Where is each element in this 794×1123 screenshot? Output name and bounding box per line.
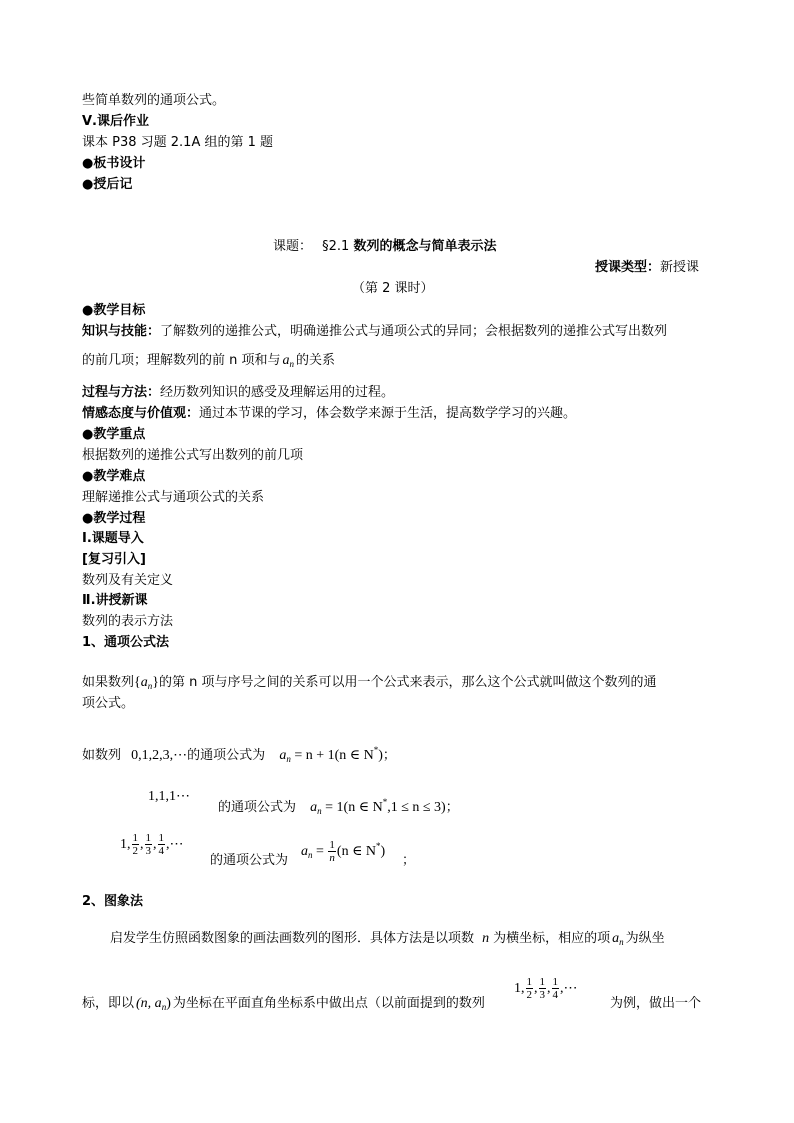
definition-text-b: 的第 n 项与序号之间的关系可以用一个公式来表示，那么这个公式就叫做这个数列的通 [158, 675, 657, 690]
definition-text-a: 如果数列 [82, 675, 135, 690]
graph-text-2c: 为例，做出一个 [610, 996, 702, 1011]
method-2-heading: 2、图象法 [82, 894, 144, 909]
graph-text-1a: 启发学生仿照函数图象的画法画数列的图形．具体方法是以项数 [110, 931, 475, 946]
graph-text-1b: 为横坐标，相应的项 [493, 931, 611, 946]
graph-line-2 [82, 995, 485, 1016]
difficulty-text: 理解递推公式与通项公式的关系 [82, 490, 265, 505]
lesson-type [595, 259, 699, 277]
graph-sequence: 1, $\frac{1}{2}$ , $\frac{1}{3}$ , $\frac{1}{4}$ ,⋯ [514, 976, 578, 1001]
example-2-line [218, 793, 459, 820]
knowledge-label: 知识与技能： [82, 324, 161, 339]
fraction-one-quarter: $\frac{1}{4}$ [158, 832, 164, 857]
definition-text-c: 项公式。 [82, 696, 135, 711]
knowledge-line-2 [82, 352, 335, 373]
example-3-semicolon: ； [402, 853, 416, 868]
example-1-formula: $a_n = n + 1(n$ ∈ N*) [279, 745, 383, 764]
example-3-formula: $a_n$ = $\frac{1}{n}$ (n ∈ N*) [301, 839, 386, 864]
lesson-title-main: 数列的概念与简单表示法 [353, 239, 497, 254]
example-3-sequence: 1, $\frac{1}{2}$ , $\frac{1}{3}$ , $\frac{1}{4}$ ,⋯ [120, 832, 184, 857]
section-2-heading: Ⅱ.讲授新课 [82, 593, 148, 608]
lesson-type-value: 新授课 [660, 260, 700, 275]
knowledge-text-2b: 的关系 [296, 353, 336, 368]
example-2-formula: $a_n = 1(n$ ∈ N*,1 ≤ n ≤ 3) [310, 797, 446, 816]
example-2-sequence-wrap [148, 788, 190, 806]
fraction-one-third: $\frac{1}{3}$ [145, 832, 151, 857]
section-1-heading: Ⅰ.课题导入 [82, 531, 144, 546]
example-2-sequence: 1,1,1⋯ [148, 789, 190, 804]
process-label: 过程与方法： [82, 385, 161, 400]
graph-text-2a: 标，即以 [82, 996, 135, 1011]
key-point-heading: ●教学重点 [82, 427, 146, 442]
review-text: 数列及有关定义 [82, 573, 174, 588]
goals-heading: ●教学目标 [82, 303, 146, 318]
knowledge-line-1 [82, 323, 667, 341]
text-line-continuation: 些简单数列的通项公式。 [82, 93, 226, 108]
formula-an-2: $a_n$ [612, 931, 624, 947]
fraction-one-half-2: $\frac{1}{2}$ [526, 976, 532, 1001]
definition-line-1 [82, 674, 657, 695]
process-heading: ●教学过程 [82, 511, 146, 526]
emotion-text: 通过本节课的学习，体会数学来源于生活，提高数学学习的兴趣。 [199, 406, 577, 421]
knowledge-text-2a: 的前几项；理解数列的前 n 项和与 [82, 353, 281, 368]
review-heading: [复习引入] [82, 552, 146, 567]
example-2-semicolon: ； [445, 800, 459, 815]
emotion-label: 情感态度与价值观： [82, 406, 200, 421]
knowledge-text-1: 了解数列的递推公式，明确递推公式与通项公式的异同；会根据数列的递推公式写出数列 [160, 324, 668, 339]
example-1-sequence: 0,1,2,3,⋯ [131, 748, 188, 763]
lesson-type-label: 授课类型： [595, 260, 661, 275]
example-2-mid: 的通项公式为 [218, 800, 297, 815]
after-class-heading: ●授后记 [82, 177, 133, 192]
example-1-semicolon: ； [382, 748, 396, 763]
example-3-mid: 的通项公式为 [210, 853, 289, 868]
graph-text-1c: 为纵坐 [625, 931, 665, 946]
example-1-line [82, 741, 396, 768]
fraction-one-over-n: $\frac{1}{n}$ [329, 839, 335, 864]
graph-line-1 [110, 930, 665, 951]
lesson-title-prefix: 课题： [273, 239, 313, 254]
lesson-title-section: §2.1 [322, 239, 350, 254]
formula-point-pair: (n, $a_n$) [136, 996, 171, 1012]
section-2-text: 数列的表示方法 [82, 614, 174, 629]
graph-text-2b: 为坐标在平面直角坐标系中做出点（以前面提到的数列 [172, 996, 485, 1011]
difficulty-heading: ●教学难点 [82, 469, 146, 484]
process-goal-line [82, 384, 394, 402]
method-1-heading: 1、通项公式法 [82, 635, 170, 650]
formula-an: $a_n$ [282, 353, 295, 369]
lesson-title [273, 238, 497, 256]
fraction-one-quarter-2: $\frac{1}{4}$ [552, 976, 558, 1001]
fraction-one-third-2: $\frac{1}{3}$ [539, 976, 545, 1001]
example-1-mid: 的通项公式为 [187, 748, 266, 763]
example-1-prefix: 如数列 [82, 748, 122, 763]
homework-text: 课本 P38 习题 2.1A 组的第 1 题 [82, 135, 274, 150]
formula-n: n [482, 931, 490, 946]
fraction-one-half: $\frac{1}{2}$ [132, 832, 138, 857]
board-design-heading: ●板书设计 [82, 156, 146, 171]
process-text: 经历数列知识的感受及理解运用的过程。 [160, 385, 395, 400]
emotion-goal-line [82, 405, 576, 423]
homework-heading: Ⅴ.课后作业 [82, 114, 149, 129]
formula-seq-an: $\{a_n\}$ [134, 675, 159, 691]
key-point-text: 根据数列的递推公式写出数列的前几项 [82, 448, 304, 463]
lesson-period: （第 2 课时） [352, 281, 434, 296]
